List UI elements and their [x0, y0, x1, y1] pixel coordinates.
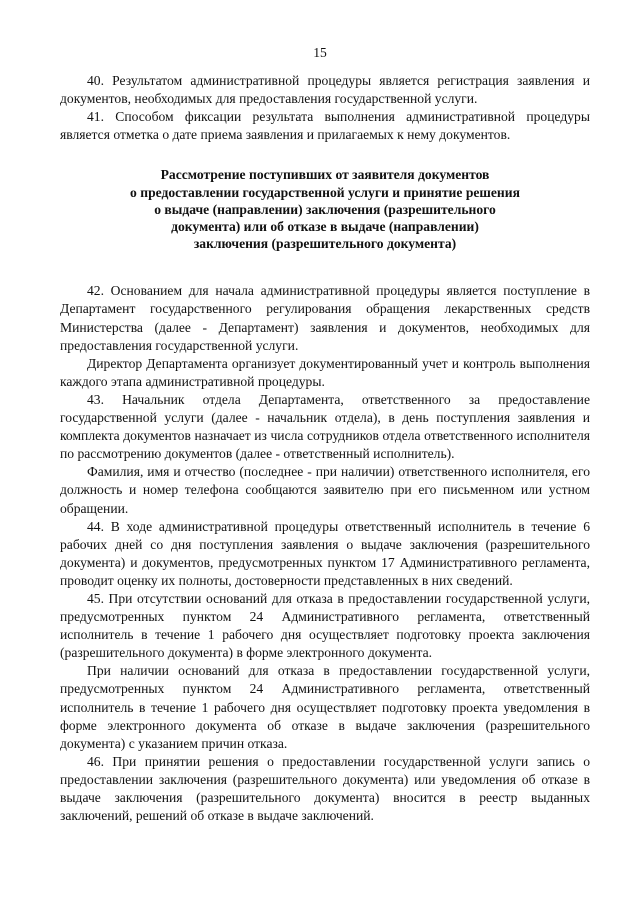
- paragraph-46: 46. При принятии решения о предоставлении государственной услуги запись о предоставлении заключения (разрешительного документа) или уведомления об отказе в выдаче заключения (разрешительного документа) вносится в реестр выданных заключений, решений об отказе в выдаче заключений.: [60, 753, 590, 824]
- paragraph-41: 41. Способом фиксации результата выполнения административной процедуры является отметка о дате приема заявления и прилагаемых к нему документов.: [60, 109, 590, 143]
- document-body: [60, 72, 590, 825]
- paragraph-contact: Фамилия, имя и отчество (последнее - при наличии) ответственного исполнителя, его должность и номер телефона сообщаются заявителю при его письменном или устном обращении.: [60, 464, 590, 516]
- section-heading: [60, 166, 590, 252]
- spacer: [60, 274, 590, 282]
- heading-line: заключения (разрешительного документа): [193, 236, 457, 252]
- heading-line: о выдаче (направлении) заключения (разрешительного: [154, 201, 496, 217]
- heading-line: Рассмотрение поступивших от заявителя документов: [160, 167, 490, 183]
- paragraph-director: Директор Департамента организует документированный учет и контроль выполнения каждого этапа административной процедуры.: [60, 355, 590, 389]
- paragraph-44: 44. В ходе административной процедуры ответственный исполнитель в течение 6 рабочих дней со дня поступления заявления о выдаче заключения (разрешительного документа) и документов, предусмотренных пунктом 17 Административного регламента, проводит оценку их полноты, достоверности представленных в них сведений.: [60, 518, 590, 588]
- heading-line: документа) или об отказе в выдаче (направлении): [171, 218, 479, 234]
- paragraph-40: 40. Результатом административной процедуры является регистрация заявления и документов, необходимых для предоставления государственной услуги.: [60, 73, 590, 107]
- page-number: 15: [313, 45, 327, 60]
- heading-line: о предоставлении государственной услуги и принятие решения: [130, 184, 520, 200]
- paragraph-42: 42. Основанием для начала административной процедуры является поступление в Департамент государственного регулирования обращения лекарственных средств Министерства (далее - Департамент) заявления и документов, необходимых для предоставления государственной услуги.: [60, 283, 590, 353]
- paragraph-refusal: При наличии оснований для отказа в предоставлении государственной услуги, предусмотренных пунктом 24 Административного регламента, ответственный исполнитель в течение 1 рабочего дня осуществляет подготовку проекта уведомления в форме электронного документа об отказе в выдаче заключения (разрешительного документа) с указанием причин отказа.: [60, 663, 590, 751]
- paragraph-45: 45. При отсутствии оснований для отказа в предоставлении государственной услуги, предусмотренных пунктом 24 Административного регламента, ответственный исполнитель в течение 1 рабочего дня осуществляет подготовку проекта заключения (разрешительного документа) в форме электронного документа.: [60, 590, 590, 661]
- paragraph-43: 43. Начальник отдела Департамента, ответственного за предоставление государственной услуги (далее - начальник отдела), в день поступления заявления и комплекта документов назначает из числа сотрудников отдела ответственного исполнителя по рассмотрению документов (далее - ответственный исполнитель).: [60, 391, 590, 462]
